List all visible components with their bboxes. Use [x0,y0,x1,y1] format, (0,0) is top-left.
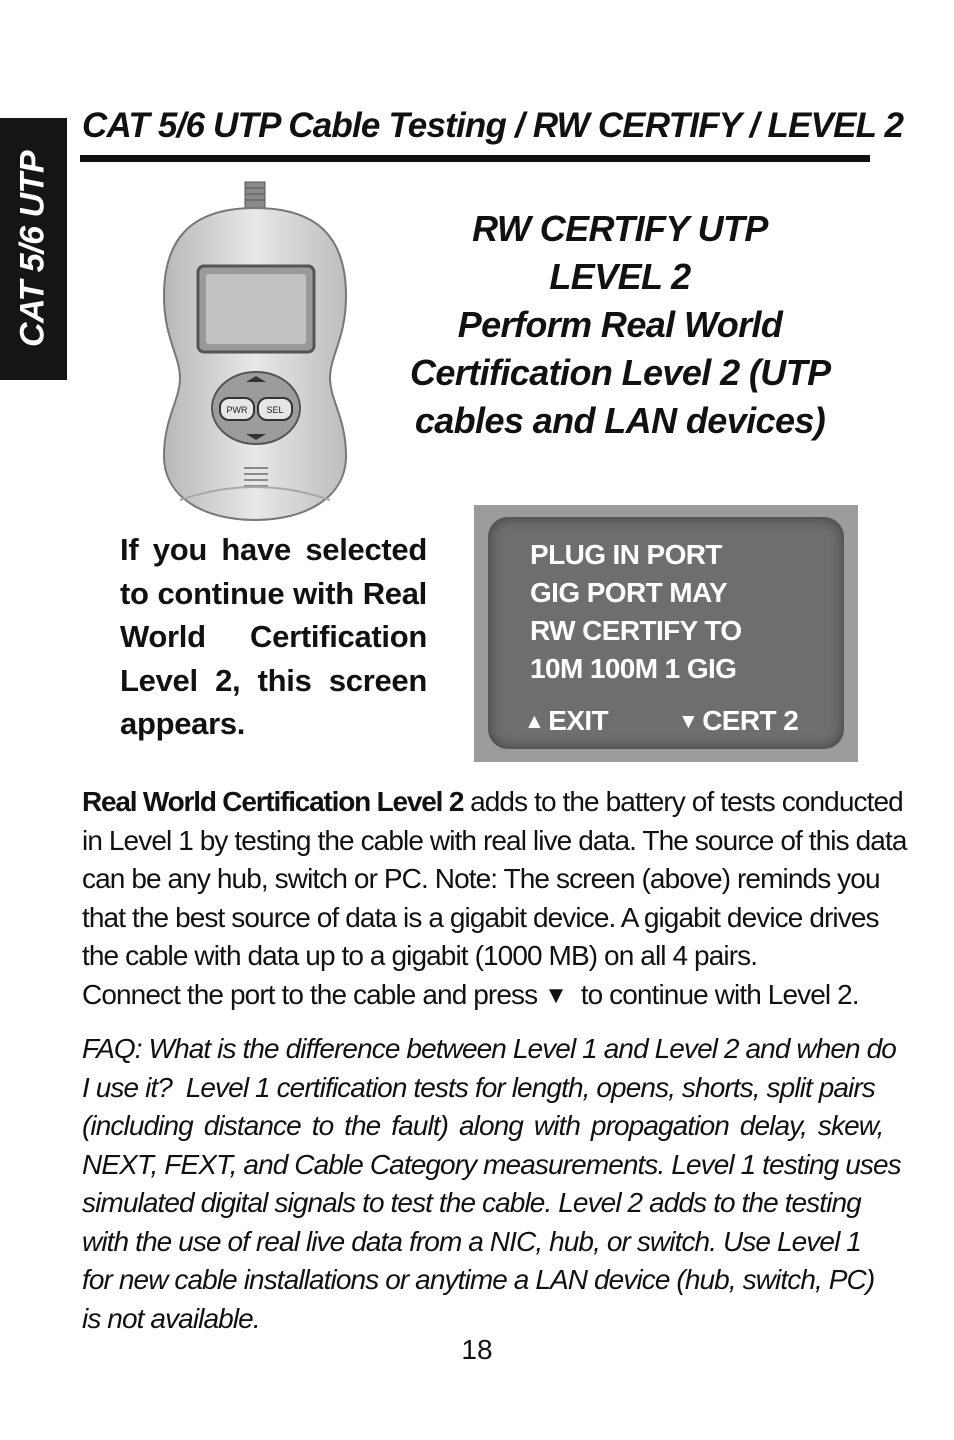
body-line: Connect the port to the cable and press [82,978,545,1010]
faq-line: NEXT, FEXT, and Cable Category measurements. Level 1 testing uses [82,1148,901,1180]
faq-paragraph [82,1030,901,1338]
page-number: 18 [461,1334,493,1365]
cert2-softkey-label: CERT 2 [702,705,799,736]
tester-device-illustration [150,178,360,524]
side-tab [0,118,67,380]
headline-line: Perform Real World [457,304,783,345]
down-triangle-icon: ▼ [544,981,567,1009]
lcd-line: PLUG IN PORT [530,539,722,570]
headline-line: cables and LAN devices) [414,400,826,441]
body-line: in Level 1 by testing the cable with real live data. The source of this data [82,824,907,856]
lcd-display [488,517,844,749]
cert2-softkey [678,705,798,737]
faq-line: (including distance to the fault) along with propagation delay, skew, [82,1110,884,1141]
headline-line: LEVEL 2 [549,256,691,297]
side-tab-label: CAT 5/6 UTP [13,150,52,348]
body-lead-bold: Real World Certification Level 2 [82,786,464,817]
faq-line: for new cable installations or anytime a LAN device (hub, switch, PC) [82,1264,875,1295]
faq-line: I use it? Level 1 certification tests for length, opens, shorts, split pairs [82,1071,875,1103]
page-title: CAT 5/6 UTP Cable Testing / RW CERTIFY / LEVEL 2 [82,106,904,145]
up-triangle-icon: ▲ [524,710,545,733]
exit-softkey [524,705,608,737]
lcd-line: RW CERTIFY TO [530,615,742,646]
lcd-line: 10M 100M 1 GIG [530,653,737,684]
headline [410,205,830,445]
lcd-screen-photo [474,505,858,762]
antenna-connector [245,182,265,208]
body-line: can be any hub, switch or PC. Note: The screen (above) reminds you [82,863,880,895]
faq-line: is not available. [82,1302,260,1334]
lcd-line: GIG PORT MAY [530,577,728,608]
intro-text: If you have selected to continue with Real World Certification Level 2, this screen appears. [120,532,427,741]
faq-line: simulated digital signals to test the cable. Level 2 adds to the testing [82,1187,861,1218]
body-line: that the best source of data is a gigabit device. A gigabit device drives [82,901,879,933]
headline-line: RW CERTIFY UTP [472,208,768,249]
pwr-button-label: PWR [226,405,248,415]
body-line: adds to the battery of tests conducted [463,786,903,817]
down-triangle-icon: ▼ [678,710,699,733]
title-rule [80,155,870,162]
body-line: to continue with Level 2. [566,978,859,1010]
headline-line: Certification Level 2 (UTP [410,352,831,393]
exit-softkey-label: EXIT [548,705,609,736]
faq-line: with the use of real live data from a NIC, hub, or switch. Use Level 1 [82,1225,861,1257]
body-line: the cable with data up to a gigabit (1000 MB) on all 4 pairs. [82,940,758,972]
sel-button-label: SEL [266,405,284,415]
body-paragraph [82,783,907,1016]
faq-line: FAQ: What is the difference between Level 1 and Level 2 and when do [82,1033,896,1064]
